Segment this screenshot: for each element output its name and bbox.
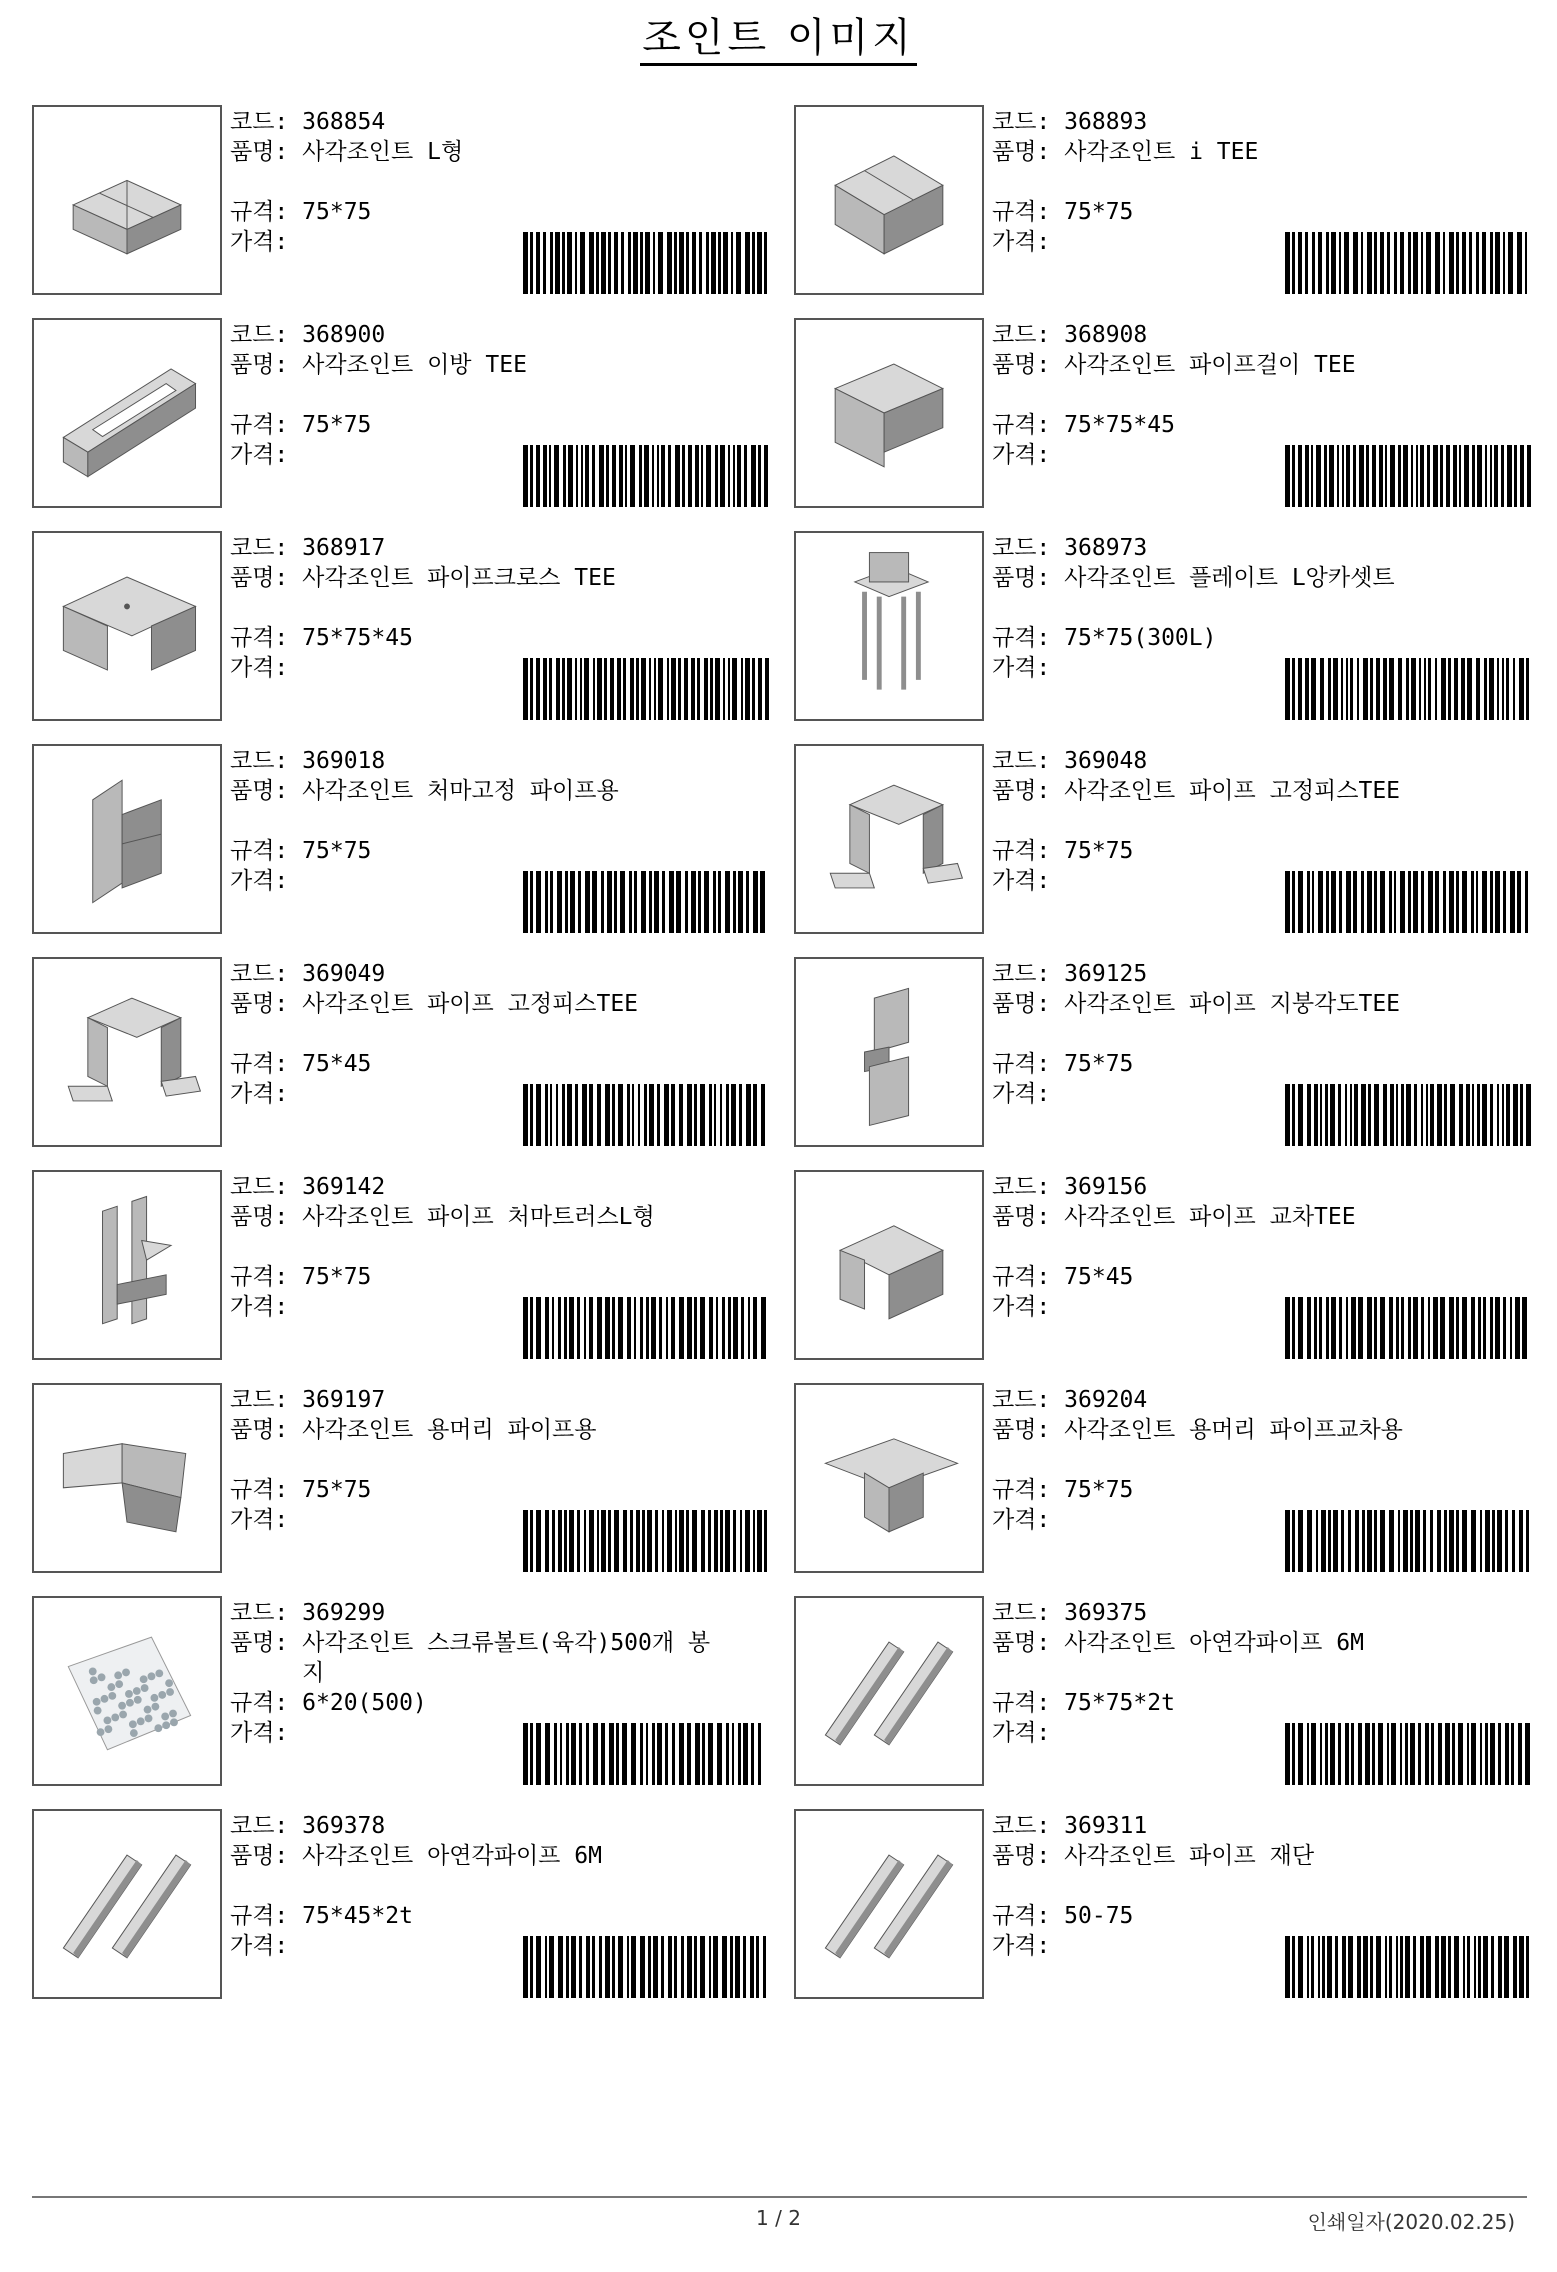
print-date: 인쇄일자(2020.02.25) <box>1307 2210 1515 2234</box>
product-name-row <box>230 1415 770 1445</box>
spec-label: 규격: <box>230 1264 289 1290</box>
barcode <box>1285 871 1531 933</box>
barcode <box>523 658 769 720</box>
price-label: 가격: <box>230 655 289 681</box>
spec-label: 규격: <box>992 1903 1051 1929</box>
product-code-row <box>992 1811 1532 1841</box>
barcode <box>1285 445 1531 507</box>
product-code: 369049 <box>302 961 386 987</box>
product-spec-row <box>230 1901 770 1931</box>
product-item <box>794 105 1524 295</box>
product-name-row <box>230 1202 770 1232</box>
product-name-row <box>230 1628 770 1658</box>
spec-label: 규격: <box>230 412 289 438</box>
barcode <box>1285 1297 1531 1359</box>
product-code: 368908 <box>1064 322 1148 348</box>
spec-label: 규격: <box>992 1690 1051 1716</box>
spec-label: 규격: <box>992 1477 1051 1503</box>
product-item <box>32 1809 762 1999</box>
name-label: 품명: <box>230 991 289 1017</box>
product-name: 사각조인트 파이프크로스 TEE <box>302 565 616 591</box>
product-code: 369156 <box>1064 1174 1148 1200</box>
product-code-row <box>992 320 1532 350</box>
code-label: 코드: <box>992 322 1051 348</box>
product-code: 368917 <box>302 535 386 561</box>
price-label: 가격: <box>992 1294 1051 1320</box>
price-label: 가격: <box>230 868 289 894</box>
spec-label: 규격: <box>230 1477 289 1503</box>
name-label: 품명: <box>230 1843 289 1869</box>
price-label: 가격: <box>230 1720 289 1746</box>
product-spec: 75*75 <box>1064 1051 1134 1077</box>
spec-label: 규격: <box>992 838 1051 864</box>
name-label: 품명: <box>992 778 1051 804</box>
name-label: 품명: <box>992 139 1051 165</box>
product-code-row <box>992 533 1532 563</box>
price-label: 가격: <box>992 1933 1051 1959</box>
footer-divider <box>32 2196 1527 2198</box>
two-way-tee-image <box>32 318 222 508</box>
product-item <box>32 957 762 1147</box>
product-name-row <box>230 1841 770 1871</box>
barcode <box>1285 1084 1531 1146</box>
product-name-row <box>230 989 770 1019</box>
product-spec-row <box>992 623 1532 653</box>
product-name-row <box>992 350 1532 380</box>
barcode <box>1285 232 1531 294</box>
product-name: 사각조인트 용머리 파이프교차용 <box>1064 1417 1403 1443</box>
name-label: 품명: <box>992 565 1051 591</box>
product-code-row <box>230 107 770 137</box>
product-name: 사각조인트 스크류볼트(육각)500개 봉 <box>302 1630 711 1656</box>
product-name: 사각조인트 파이프 재단 <box>1064 1843 1315 1869</box>
price-label: 가격: <box>992 655 1051 681</box>
product-spec: 75*75 <box>1064 1477 1134 1503</box>
barcode <box>523 1510 769 1572</box>
code-label: 코드: <box>992 748 1051 774</box>
product-name-row <box>230 776 770 806</box>
product-code-row <box>992 107 1532 137</box>
code-label: 코드: <box>230 1174 289 1200</box>
name-label: 품명: <box>230 1630 289 1656</box>
product-spec-row <box>230 623 770 653</box>
product-code: 369375 <box>1064 1600 1148 1626</box>
product-spec: 75*75 <box>302 412 372 438</box>
spec-label: 규격: <box>992 412 1051 438</box>
product-code-row <box>992 746 1532 776</box>
spec-label: 규격: <box>992 625 1051 651</box>
product-item <box>32 105 762 295</box>
product-item <box>32 744 762 934</box>
product-spec-row <box>992 197 1532 227</box>
product-code: 369378 <box>302 1813 386 1839</box>
product-spec: 75*45*2t <box>302 1903 413 1929</box>
product-spec: 75*75 <box>302 1264 372 1290</box>
price-label: 가격: <box>230 442 289 468</box>
galvanized-pipe-image <box>794 1596 984 1786</box>
name-label: 품명: <box>230 565 289 591</box>
product-code-row <box>992 959 1532 989</box>
barcode <box>1285 1936 1531 1998</box>
code-label: 코드: <box>992 1813 1051 1839</box>
name-label: 품명: <box>992 1630 1051 1656</box>
product-name: 사각조인트 파이프 고정피스TEE <box>1064 778 1401 804</box>
spec-label: 규격: <box>992 199 1051 225</box>
pipe-cross-tee-image <box>32 531 222 721</box>
barcode <box>523 1936 769 1998</box>
product-code-row <box>992 1385 1532 1415</box>
product-name-row <box>992 989 1532 1019</box>
ridge-bracket-image <box>32 1383 222 1573</box>
product-name-cont-row <box>230 1658 770 1688</box>
product-spec-row <box>230 1475 770 1505</box>
plate-anchor-set-image <box>794 531 984 721</box>
product-name: 사각조인트 플레이트 L앙카셋트 <box>1064 565 1395 591</box>
galvanized-pipe-image <box>32 1809 222 1999</box>
product-name-continued: 지 <box>302 1660 325 1686</box>
product-code: 369299 <box>302 1600 386 1626</box>
product-code-row <box>230 746 770 776</box>
product-code-row <box>230 959 770 989</box>
price-label: 가격: <box>230 229 289 255</box>
product-code-row <box>230 1385 770 1415</box>
product-spec-row <box>992 1901 1532 1931</box>
product-spec: 75*75*45 <box>1064 412 1175 438</box>
price-label: 가격: <box>992 1081 1051 1107</box>
product-code: 369018 <box>302 748 386 774</box>
product-item <box>32 1170 762 1360</box>
code-label: 코드: <box>230 748 289 774</box>
code-label: 코드: <box>230 1600 289 1626</box>
product-spec: 75*75 <box>302 838 372 864</box>
pipe-fix-tee-image <box>794 744 984 934</box>
screw-bag-image <box>32 1596 222 1786</box>
barcode <box>523 1084 769 1146</box>
product-code-row <box>230 533 770 563</box>
product-name: 사각조인트 파이프 교차TEE <box>1064 1204 1356 1230</box>
price-label: 가격: <box>230 1507 289 1533</box>
name-label: 품명: <box>230 139 289 165</box>
product-item <box>32 1596 762 1786</box>
product-name: 사각조인트 파이프 지붕각도TEE <box>1064 991 1401 1017</box>
product-spec: 75*75(300L) <box>1064 625 1217 651</box>
product-spec: 75*75 <box>1064 199 1134 225</box>
product-spec: 75*45 <box>302 1051 372 1077</box>
code-label: 코드: <box>230 1387 289 1413</box>
code-label: 코드: <box>992 1387 1051 1413</box>
spec-label: 규격: <box>992 1264 1051 1290</box>
product-name: 사각조인트 이방 TEE <box>302 352 527 378</box>
product-name: 사각조인트 i TEE <box>1064 139 1259 165</box>
barcode <box>523 1723 769 1785</box>
price-label: 가격: <box>230 1081 289 1107</box>
product-code-row <box>992 1172 1532 1202</box>
barcode <box>523 871 769 933</box>
product-code: 369204 <box>1064 1387 1148 1413</box>
product-name-row <box>992 563 1532 593</box>
product-name-row <box>992 137 1532 167</box>
price-label: 가격: <box>230 1933 289 1959</box>
product-item <box>32 318 762 508</box>
roof-angle-tee-image <box>794 957 984 1147</box>
product-spec-row <box>230 1262 770 1292</box>
price-label: 가격: <box>230 1294 289 1320</box>
product-code-row <box>230 1811 770 1841</box>
product-spec: 75*75 <box>1064 838 1134 864</box>
barcode <box>523 445 769 507</box>
product-name: 사각조인트 파이프 처마트러스L형 <box>302 1204 655 1230</box>
product-name: 사각조인트 처마고정 파이프용 <box>302 778 619 804</box>
product-spec-row <box>230 410 770 440</box>
product-item <box>794 531 1524 721</box>
product-code: 369048 <box>1064 748 1148 774</box>
price-label: 가격: <box>992 442 1051 468</box>
product-code-row <box>230 1598 770 1628</box>
product-name-row <box>992 1415 1532 1445</box>
product-spec-row <box>992 1262 1532 1292</box>
spec-label: 규격: <box>230 838 289 864</box>
product-item <box>794 744 1524 934</box>
code-label: 코드: <box>992 535 1051 561</box>
product-name: 사각조인트 용머리 파이프용 <box>302 1417 597 1443</box>
name-label: 품명: <box>230 1204 289 1230</box>
name-label: 품명: <box>230 352 289 378</box>
product-name-row <box>992 1841 1532 1871</box>
i-tee-image <box>794 105 984 295</box>
product-name-row <box>992 1202 1532 1232</box>
code-label: 코드: <box>992 1174 1051 1200</box>
code-label: 코드: <box>230 535 289 561</box>
name-label: 품명: <box>992 1843 1051 1869</box>
code-label: 코드: <box>230 1813 289 1839</box>
name-label: 품명: <box>992 1204 1051 1230</box>
eave-fix-bracket-image <box>32 744 222 934</box>
cross-tee-image <box>794 1170 984 1360</box>
product-code: 369142 <box>302 1174 386 1200</box>
pipe-fix-tee-image <box>32 957 222 1147</box>
product-code: 369125 <box>1064 961 1148 987</box>
barcode <box>1285 658 1531 720</box>
product-name-row <box>230 563 770 593</box>
l-joint-image <box>32 105 222 295</box>
product-code-row <box>230 320 770 350</box>
product-code: 368893 <box>1064 109 1148 135</box>
ridge-cross-bracket-image <box>794 1383 984 1573</box>
product-spec: 50-75 <box>1064 1903 1134 1929</box>
product-name-row <box>992 776 1532 806</box>
product-item <box>794 1170 1524 1360</box>
name-label: 품명: <box>992 991 1051 1017</box>
name-label: 품명: <box>230 1417 289 1443</box>
galvanized-pipe-image <box>794 1809 984 1999</box>
product-name: 사각조인트 L형 <box>302 139 464 165</box>
product-item <box>794 957 1524 1147</box>
code-label: 코드: <box>992 109 1051 135</box>
product-code: 368900 <box>302 322 386 348</box>
page-number: 1 / 2 <box>756 2206 801 2230</box>
product-item <box>794 1596 1524 1786</box>
spec-label: 규격: <box>230 199 289 225</box>
product-item <box>32 531 762 721</box>
product-spec-row <box>992 1688 1532 1718</box>
product-name: 사각조인트 아연각파이프 6M <box>302 1843 602 1869</box>
product-name-row <box>992 1628 1532 1658</box>
code-label: 코드: <box>992 1600 1051 1626</box>
spec-label: 규격: <box>230 1903 289 1929</box>
product-spec: 6*20(500) <box>302 1690 427 1716</box>
product-spec-row <box>992 836 1532 866</box>
price-label: 가격: <box>992 1507 1051 1533</box>
product-code: 369311 <box>1064 1813 1148 1839</box>
product-spec: 75*75*45 <box>302 625 413 651</box>
barcode <box>523 232 769 294</box>
price-label: 가격: <box>992 868 1051 894</box>
spec-label: 규격: <box>992 1051 1051 1077</box>
product-code: 368973 <box>1064 535 1148 561</box>
product-name: 사각조인트 파이프걸이 TEE <box>1064 352 1356 378</box>
product-spec-row <box>230 197 770 227</box>
product-spec-row <box>230 1688 770 1718</box>
code-label: 코드: <box>992 961 1051 987</box>
barcode <box>523 1297 769 1359</box>
product-spec-row <box>230 1049 770 1079</box>
product-spec-row <box>230 836 770 866</box>
product-code: 369197 <box>302 1387 386 1413</box>
product-spec-row <box>992 1049 1532 1079</box>
product-spec: 75*75 <box>302 199 372 225</box>
product-spec: 75*75 <box>302 1477 372 1503</box>
product-spec: 75*45 <box>1064 1264 1134 1290</box>
name-label: 품명: <box>992 352 1051 378</box>
product-name: 사각조인트 아연각파이프 6M <box>1064 1630 1364 1656</box>
pipe-hanger-tee-image <box>794 318 984 508</box>
barcode <box>1285 1510 1531 1572</box>
product-item <box>794 318 1524 508</box>
spec-label: 규격: <box>230 1690 289 1716</box>
spec-label: 규격: <box>230 1051 289 1077</box>
code-label: 코드: <box>230 961 289 987</box>
price-label: 가격: <box>992 1720 1051 1746</box>
product-code-row <box>992 1598 1532 1628</box>
product-name-row <box>230 350 770 380</box>
barcode <box>1285 1723 1531 1785</box>
product-code: 368854 <box>302 109 386 135</box>
name-label: 품명: <box>230 778 289 804</box>
eave-truss-l-image <box>32 1170 222 1360</box>
name-label: 품명: <box>992 1417 1051 1443</box>
product-code-row <box>230 1172 770 1202</box>
code-label: 코드: <box>230 109 289 135</box>
product-item <box>794 1383 1524 1573</box>
product-name: 사각조인트 파이프 고정피스TEE <box>302 991 639 1017</box>
spec-label: 규격: <box>230 625 289 651</box>
code-label: 코드: <box>230 322 289 348</box>
product-spec-row <box>992 1475 1532 1505</box>
product-item <box>32 1383 762 1573</box>
product-name-row <box>230 137 770 167</box>
price-label: 가격: <box>992 229 1051 255</box>
product-item <box>794 1809 1524 1999</box>
product-spec: 75*75*2t <box>1064 1690 1175 1716</box>
page-title: 조인트 이미지 <box>0 14 1557 62</box>
product-spec-row <box>992 410 1532 440</box>
